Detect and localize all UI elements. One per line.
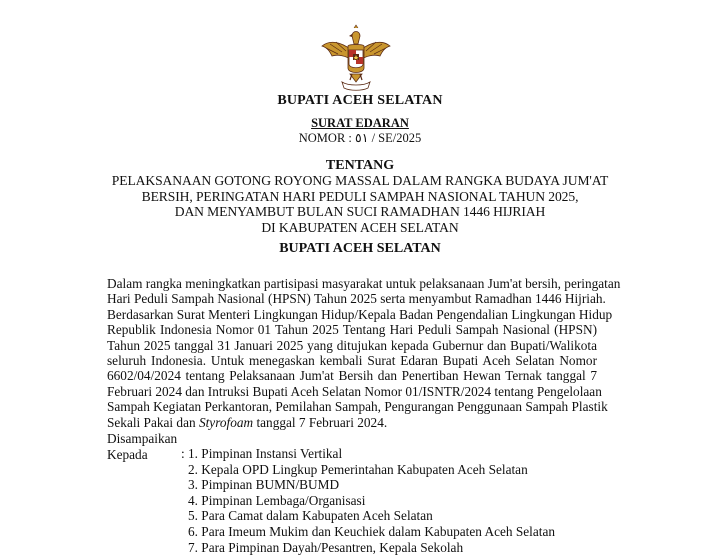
body-line: Berdasarkan Surat Menteri Lingkungan Hidup/Kepala Badan Pengendalian Lingkungan Hidup <box>107 306 613 322</box>
recipient-item: 5. Para Camat dalam Kabupaten Aceh Selatan <box>188 508 433 524</box>
addressed-colon: : <box>181 446 185 461</box>
body-line: Tahun 2025 tanggal 31 Januari 2025 yang ditujukan kepada Gubernur dan Bupati/Walikota <box>107 337 597 353</box>
recipient-item: 1. Pimpinan Instansi Vertikal <box>188 446 343 461</box>
addressed-label <box>107 431 177 462</box>
subject-line: DI KABUPATEN ACEH SELATAN <box>261 219 459 235</box>
body-line-last <box>107 415 597 430</box>
body-line: Sampah Kegiatan Perkantoran, Pemilahan Sampah, Pengurangan Penggunaan Sampah Plastik <box>107 399 608 415</box>
addressed-label-line2: Kepada <box>107 446 148 462</box>
subject-line: PELAKSANAAN GOTONG ROYONG MASSAL DALAM RANGKA BUDAYA JUM'AT <box>111 173 609 188</box>
recipient-item: 3. Pimpinan BUMN/BUMD <box>188 477 340 493</box>
garuda-emblem-icon <box>318 24 394 94</box>
issuer-heading: BUPATI ACEH SELATAN <box>279 241 441 256</box>
recipient-item: 6. Para Imeum Mukim dan Keuchiek dalam Kabupaten Aceh Selatan <box>188 523 556 539</box>
body-line: Hari Peduli Sampah Nasional (HPSN) Tahun 2025 serta menyambut Ramadhan 1446 Hijriah. <box>107 291 606 307</box>
addressed-label-line1: Disampaikan <box>107 431 178 446</box>
recipient-list <box>188 446 555 555</box>
document-number: NOMOR : ٥١ / SE/2025 <box>298 131 422 145</box>
subject-heading: TENTANG <box>325 158 395 173</box>
subject-line: BERSIH, PERINGATAN HARI PEDULI SAMPAH NASIONAL TAHUN 2025, <box>141 188 579 204</box>
issuer-title: BUPATI ACEH SELATAN <box>277 93 443 108</box>
recipient-item: 7. Para Pimpinan Dayah/Pesantren, Kepala Sekolah <box>188 539 464 555</box>
body-last-suffix: tanggal 7 Februari 2024. <box>253 414 388 430</box>
body-last-prefix: Sekali Pakai dan <box>107 414 199 430</box>
recipient-item: 2. Kepala OPD Lingkup Pemerintahan Kabupaten Aceh Selatan <box>188 461 528 477</box>
body-line: Dalam rangka meningkatkan partisipasi masyarakat untuk pelaksanaan Jum'at bersih, peringatan <box>107 276 621 291</box>
body-line: Republik Indonesia Nomor 01 Tahun 2025 Tentang Hari Peduli Sampah Nasional (HPSN) <box>107 322 597 338</box>
subject-line: DAN MENYAMBUT BULAN SUCI RAMADHAN 1446 HIJRIAH <box>174 204 546 220</box>
body-paragraph <box>107 276 621 430</box>
body-last-italic: Styrofoam <box>198 414 254 430</box>
body-line: seluruh Indonesia. Untuk menegaskan kembali Surat Edaran Bupati Aceh Selatan Nomor <box>107 353 597 369</box>
subject-block <box>100 173 620 235</box>
body-line: Februari 2024 dan Intruksi Bupati Aceh Selatan Nomor 01/ISNTR/2024 tentang Pengelolaan <box>107 383 602 399</box>
body-line: 6602/04/2024 tentang Pelaksanaan Jum'at Bersih dan Penertiban Hewan Ternak tanggal 7 <box>107 368 597 384</box>
document-type: SURAT EDARAN <box>311 116 409 130</box>
recipient-item: 4. Pimpinan Lembaga/Organisasi <box>188 492 366 508</box>
